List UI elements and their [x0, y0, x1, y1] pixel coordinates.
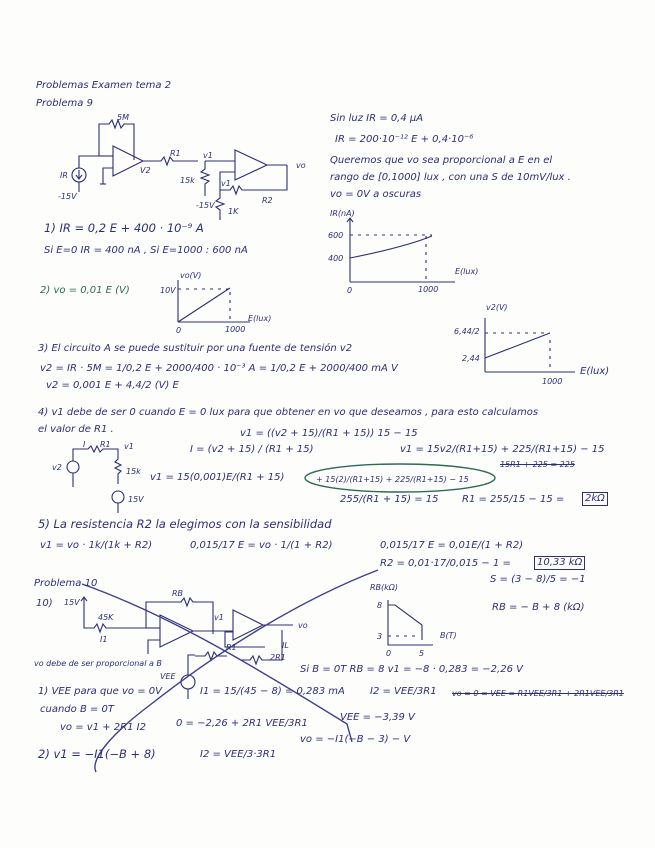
step-3-eq: v2 = IR · 5M = 1/0,2 E + 2000/400 · 10⁻³ A = 1/0,2 E + 2000/400 mA V: [40, 363, 398, 374]
label: 15V: [128, 495, 144, 504]
tick: 10V: [160, 286, 176, 295]
step-1-values: Si E=0 IR = 400 nA , Si E=1000 : 600 nA: [44, 245, 248, 256]
r1-result: 2kΩ: [582, 492, 608, 506]
label: v1: [124, 442, 134, 451]
step-3-eq: v2 = 0,001 E + 4,4/2 (V) E: [46, 380, 179, 391]
tick: 1000: [542, 377, 563, 386]
eq: + 15(2)/(R1+15) + 225/(R1+15) − 15: [316, 475, 469, 484]
axis-label: B(T): [440, 631, 457, 640]
axis-label: E(lux): [455, 267, 479, 276]
eq: R2 = 0,01·17/0,015 − 1 =: [380, 558, 511, 569]
label: IR: [60, 171, 68, 180]
step-4-text: el valor de R1 .: [38, 424, 114, 435]
label: 15V: [64, 598, 80, 607]
axis-label: v2(V): [486, 303, 508, 312]
r2-result: 10,33 kΩ: [534, 556, 585, 570]
label: I: [83, 440, 86, 449]
given-line: Queremos que vo sea proporcional a E en el: [330, 155, 553, 166]
step-5: 5) La resistencia R2 la elegimos con la sensibilidad: [38, 517, 332, 531]
axis-label: IR(nA): [330, 209, 355, 218]
eq: VEE = −3,39 V: [340, 712, 415, 723]
eq: R1 = 255/15 − 15 =: [462, 494, 565, 505]
page-title: Problemas Examen tema 2: [36, 80, 172, 91]
label: v2: [52, 463, 62, 472]
step-1: 1) IR = 0,2 E + 400 · 10⁻⁹ A: [44, 221, 204, 235]
label: R1: [170, 149, 181, 158]
given-line: vo = 0V a oscuras: [330, 189, 422, 200]
tick: 3: [377, 632, 383, 641]
label: 5M: [117, 113, 129, 122]
eq: I = (v2 + 15) / (R1 + 15): [190, 444, 314, 455]
eq: 255/(R1 + 15) = 15: [340, 494, 439, 505]
graph-v2-vs-e: [485, 318, 575, 372]
label: vo: [298, 621, 308, 630]
label: v1: [203, 151, 213, 160]
struck-eq: vo = 0 = VEE = R1VEE/3R1 + 2R1VEE/3R1: [452, 689, 624, 698]
eq: v1 = 15(0,001)E/(R1 + 15): [150, 472, 285, 483]
eq: 0,015/17 E = vo · 1/(1 + R2): [190, 540, 333, 551]
axis-label: E(lux): [580, 366, 610, 377]
step-3: 3) El circuito A se puede sustituir por una fuente de tensión v2: [38, 343, 353, 354]
step-2: 2) v1 = −I1(−B + 8): [38, 747, 156, 761]
tick: 1000: [418, 285, 439, 294]
eq: 0 = −2,26 + 2R1 VEE/3R1: [176, 718, 308, 729]
label: 45K: [98, 613, 114, 622]
label: v1: [221, 179, 231, 188]
problem-number: 10): [36, 598, 53, 609]
step-1: 1) VEE para que vo = 0V: [38, 686, 162, 697]
step-1-text: cuando B = 0T: [40, 704, 115, 715]
eq: v1 = vo · 1k/(1k + R2): [40, 540, 153, 551]
label: R2: [262, 196, 273, 205]
axis-label: RB(kΩ): [370, 583, 399, 592]
graph-ir-vs-e: [347, 218, 455, 282]
label: v1: [214, 613, 224, 622]
label: VEE: [160, 672, 176, 681]
label: 2R1: [270, 653, 286, 662]
eq: RB = − B + 8 (kΩ): [492, 602, 585, 613]
problem-heading: Problema 9: [36, 98, 93, 109]
tick: 6,44/2: [454, 327, 480, 336]
struck-eq: 15R1 + 225 = 225: [500, 460, 575, 469]
tick: 0: [176, 326, 182, 335]
axis-label: E(lux): [248, 314, 272, 323]
tick: 5: [419, 649, 425, 658]
graph-rb-vs-b: [388, 600, 433, 645]
graph-vo-vs-e: [178, 280, 250, 322]
tick: 600: [328, 231, 344, 240]
label: I1: [100, 635, 108, 644]
label: R1: [100, 440, 111, 449]
given-line: Sin luz IR = 0,4 µA: [330, 113, 424, 124]
axis-label: vo(V): [180, 271, 202, 280]
tick: 0: [347, 286, 353, 295]
eq: vo = v1 + 2R1 I2: [60, 722, 146, 733]
given-line: IR = 200·10⁻¹² E + 0,4·10⁻⁶: [335, 134, 474, 145]
eq: v1 = ((v2 + 15)/(R1 + 15)) 15 − 15: [240, 428, 418, 439]
eq: 0,015/17 E = 0,01E/(1 + R2): [380, 540, 524, 551]
label: 15k: [126, 467, 141, 476]
label: V2: [140, 166, 151, 175]
eq: S = (3 − 8)/5 = −1: [490, 574, 586, 585]
circuit-r1-calculation: [67, 446, 124, 513]
label: -15V: [58, 192, 77, 201]
tick: 1000: [225, 325, 246, 334]
tick: 2,44: [462, 354, 480, 363]
eq: Si B = 0T RB = 8 v1 = −8 · 0,283 = −2,26 V: [300, 664, 523, 675]
circuit-problem-9: [72, 120, 287, 220]
note: vo debe de ser proporcional a B: [34, 659, 162, 668]
eq: v1 = 15v2/(R1+15) + 225/(R1+15) − 15: [400, 444, 605, 455]
problem-heading: Problema 10: [34, 578, 98, 589]
step-4: 4) v1 debe de ser 0 cuando E = 0 lux para que obtener en vo que deseamos , para esto calculamos: [38, 407, 539, 418]
eq: I2 = VEE/3R1: [370, 686, 437, 697]
tick: 0: [386, 649, 392, 658]
label: R1: [226, 643, 237, 652]
tick: 400: [328, 254, 344, 263]
label: vo: [296, 161, 306, 170]
eq: vo = −I1(−B − 3) − V: [300, 734, 411, 745]
given-line: rango de [0,1000] lux , con una S de 10mV/lux .: [330, 172, 571, 183]
label: -15V: [196, 201, 215, 210]
label: RB: [172, 589, 184, 598]
label: 15k: [180, 176, 195, 185]
label: IL: [282, 641, 289, 650]
eq: I2 = VEE/3·3R1: [200, 749, 277, 760]
label: 1K: [228, 207, 239, 216]
tick: 8: [377, 601, 383, 610]
step-2: 2) vo = 0,01 E (V): [40, 285, 130, 296]
eq: I1 = 15/(45 − 8) = 0,283 mA: [200, 686, 345, 697]
